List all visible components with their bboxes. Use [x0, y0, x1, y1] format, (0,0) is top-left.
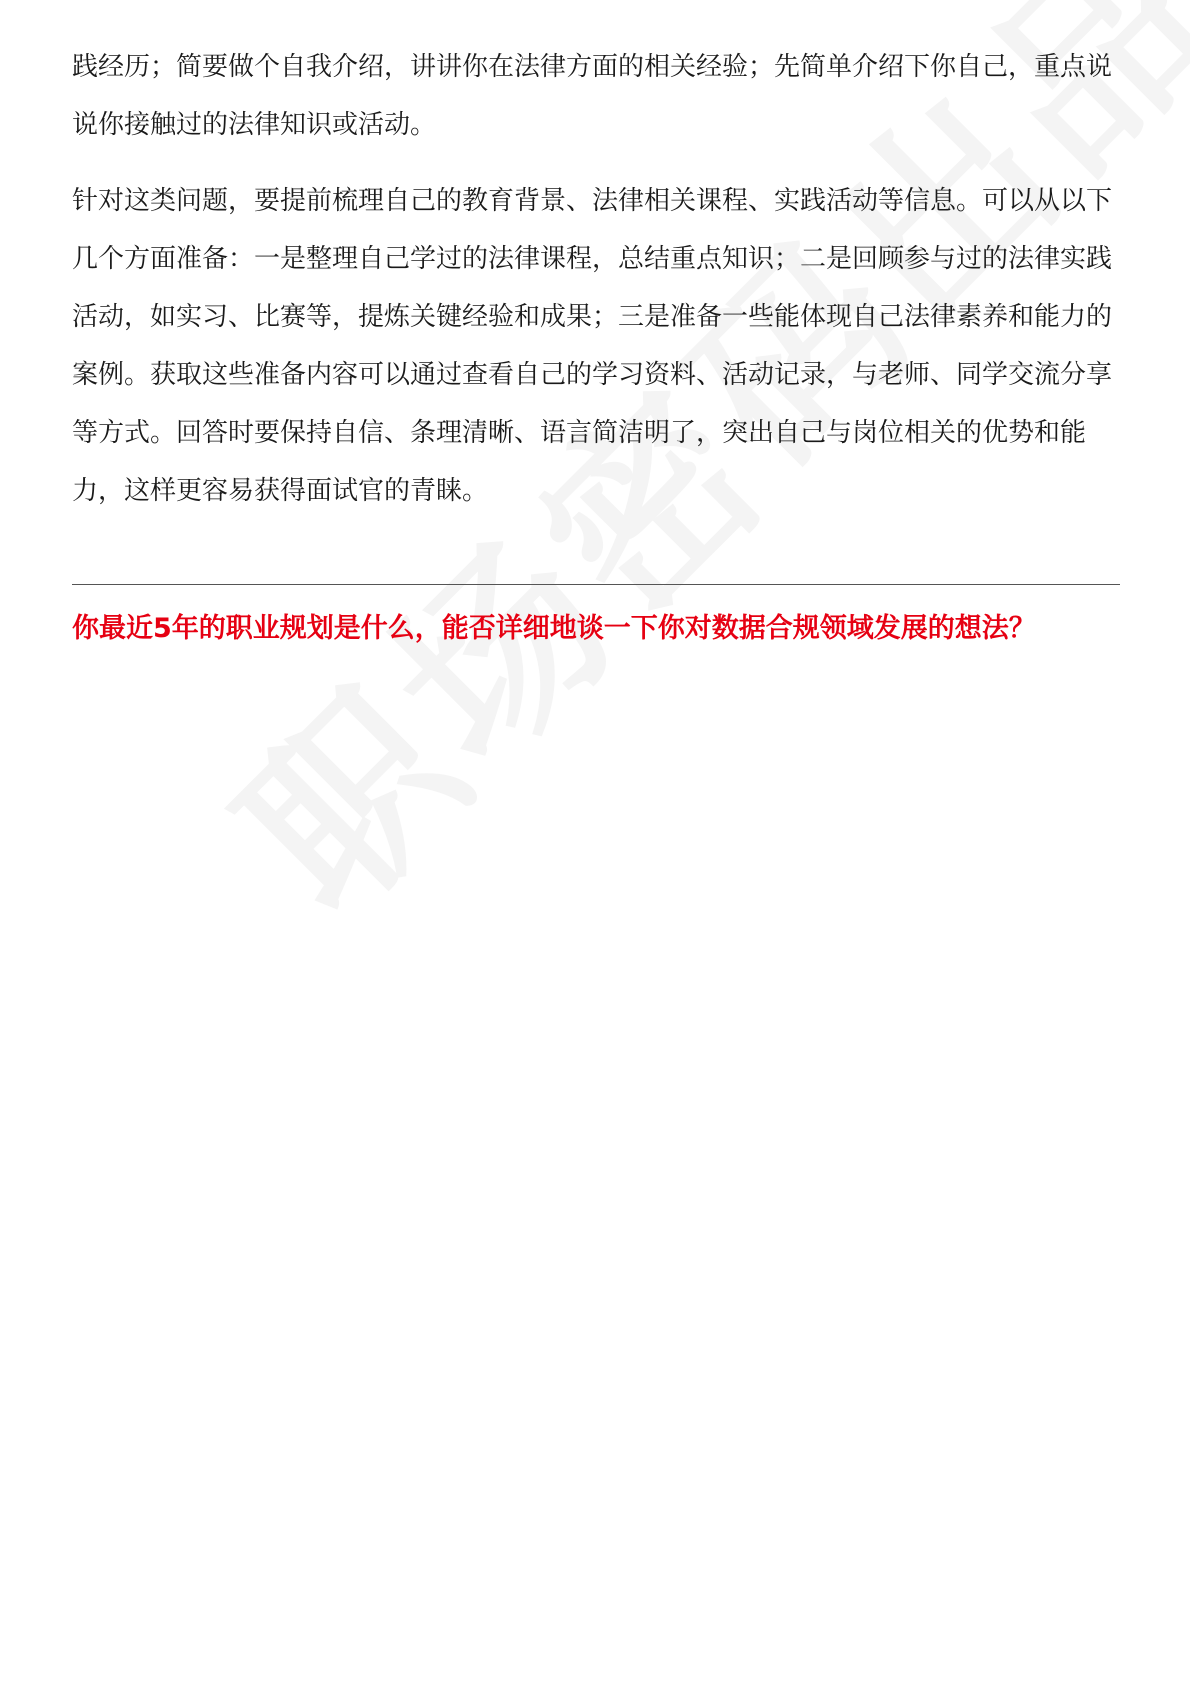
intro-paragraph-2: 针对这类问题，要提前梳理自己的教育背景、法律相关课程、实践活动等信息。可以从以下几个方面准备：一是整理自己学过的法律课程，总结重点知识；二是回顾参与过的法律实践活动，如实习、比赛等，提炼关键经验和成果；三是准备一些能体现自己法律素养和能力的案例。获取这些准备内容可以通过查看自己的学习资料、活动记录，与老师、同学交流分享等方式。回答时要保持自信、条理清晰、语言简洁明了，突出自己与岗位相关的优势和能力，这样更容易获得面试官的青睐。	[72, 186, 1113, 506]
section-divider	[72, 584, 1120, 585]
intro-paragraph-1: 践经历；简要做个自我介绍，讲讲你在法律方面的相关经验；先简单介绍下你自己，重点说说你接触过的法律知识或活动。	[72, 52, 1113, 140]
question-heading: 你最近5年的职业规划是什么，能否详细地谈一下你对数据合规领域发展的想法？	[72, 613, 1036, 644]
document-page	[72, 0, 1120, 1684]
